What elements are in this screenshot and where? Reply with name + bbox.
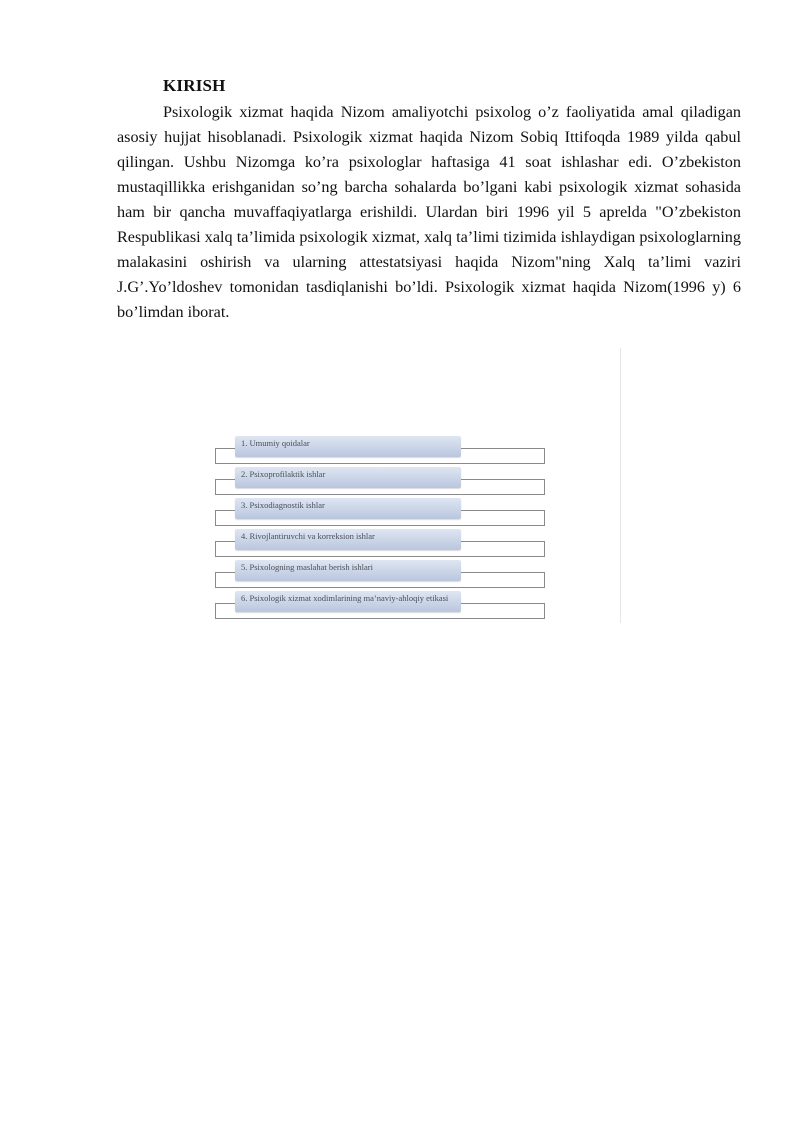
diagram-item-4 — [215, 529, 545, 555]
diagram-item-3 — [215, 498, 545, 524]
diagram-item-2 — [215, 467, 545, 493]
diagram-item-label: 2. Psixoprofilaktik ishlar — [235, 467, 461, 488]
diagram-item-5 — [215, 560, 545, 586]
diagram-item-label: 4. Rivojlantiruvchi va korreksion ishlar — [235, 529, 461, 550]
diagram-item-label: 1. Umumiy qoidalar — [235, 436, 461, 457]
sections-diagram — [215, 436, 545, 626]
diagram-item-6 — [215, 591, 545, 617]
figure-edge-line — [620, 348, 621, 623]
diagram-item-label: 5. Psixologning maslahat berish ishlari — [235, 560, 461, 581]
body-paragraph: Psixologik xizmat haqida Nizom amaliyotchi psixolog o’z faoliyatida amal qiladigan asosiy hujjat hisoblanadi. Psixologik xizmat haqida Nizom Sobiq Ittifoqda 1989 yilda qabul qilingan. Ushbu Nizomga ko’ra psixologlar haftasiga 41 soat ishlashar edi. O’zbekiston mustaqillikka erishganidan so’ng barcha sohalarda bo’lgani kabi psixologik xizmat sohasida ham bir qancha muvaffaqiyatlarga erishildi. Ulardan biri 1996 yil 5 aprelda "O’zbekiston Respublikasi xalq ta’limida psixologik xizmat, xalq ta’limi tizimida ishlaydigan psixologlarning malakasini oshirish va ularning attestatsiyasi haqida Nizom"ning Xalq ta’limi vaziri J.G’.Yo’ldoshev tomonidan tasdiqlanishi bo’ldi. Psixologik xizmat haqida Nizom(1996 y) 6 bo’limdan iborat. — [117, 103, 741, 321]
diagram-item-label: 3. Psixodiagnostik ishlar — [235, 498, 461, 519]
diagram-item-1 — [215, 436, 545, 462]
section-heading: KIRISH — [163, 76, 226, 95]
diagram-item-label: 6. Psixologik xizmat xodimlarining ma’naviy-ahloqiy etikasi — [235, 591, 461, 612]
